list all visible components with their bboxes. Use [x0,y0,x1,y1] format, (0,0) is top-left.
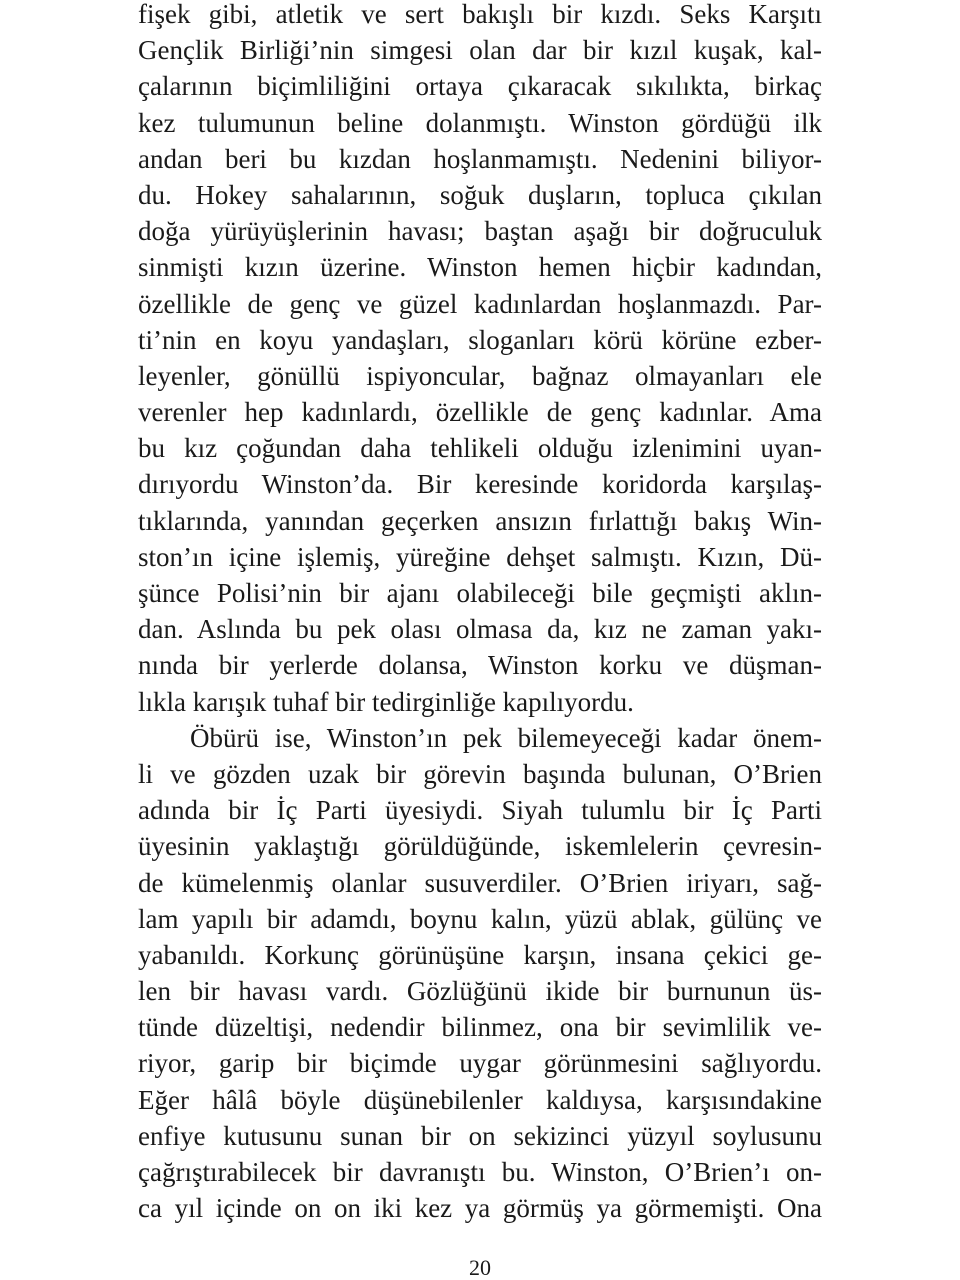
text-line: lam yapılı bir adamdı, boynu kalın, yüzü ablak, gülünç ve [138,903,822,934]
text-line: çalarının biçimliliğini ortaya çıkaracak sıkılıkta, birkaç [138,71,822,102]
text-line: doğa yürüyüşlerinin havası; baştan aşağı bir doğruculuk [138,216,822,247]
text-line: Eğer hâlâ böyle düşünebilenler kaldıysa, karşısındakine [138,1084,822,1115]
text-line: ti’nin en koyu yandaşları, sloganları körü körüne ezber- [138,324,822,355]
paragraph-start-line: Öbürü ise, Winston’ın pek bilemeyeceği kadar önem- [190,722,822,753]
page-number: 20 [469,1255,491,1280]
text-line: ston’ın içine işlemiş, yüreğine dehşet salmıştı. Kızın, Dü- [138,541,822,572]
text-line: de kümelenmiş olanlar susuverdiler. O’Brien iriyarı, sağ- [138,867,822,898]
text-line: çağrıştırabilecek bir davranıştı bu. Winston, O’Brien’ı on- [138,1157,822,1187]
text-line: fişek gibi, atletik ve sert bakışlı bir kızdı. Seks Karşıtı [138,0,822,29]
text-line: leyenler, gönüllü ispiyoncular, bağnaz olmayanları ele [138,360,822,391]
text-line: Gençlik Birliği’nin simgesi olan dar bir kızıl kuşak, kal- [138,35,822,66]
text-line: özellikle de genç ve güzel kadınlardan hoşlanmazdı. Par- [138,288,822,319]
text-line: sinmişti kızın üzerine. Winston hemen hiçbir kadından, [138,252,822,283]
text-line: len bir havası vardı. Gözlüğünü ikide bir burnunun üs- [138,976,822,1007]
text-line: tünde düzeltişi, nedendir bilinmez, ona bir sevimlilik ve- [138,1012,822,1043]
text-line: andan beri bu kızdan hoşlanmamıştı. Nedenini biliyor- [138,143,822,174]
text-line: yabanıldı. Korkunç görünüşüne karşın, insana çekici ge- [138,939,822,970]
text-line: kez tulumunun beline dolanmıştı. Winston gördüğü ilk [138,107,822,138]
text-line: dırıyordu Winston’da. Bir keresinde koridorda karşılaş- [138,469,822,500]
text-line: ca yıl içinde on on iki kez ya görmüş ya görmemişti. Ona [138,1193,822,1224]
text-line: nında bir yerlerde dolansa, Winston korku ve düşman- [138,650,822,681]
text-line: du. Hokey sahalarının, soğuk duşların, topluca çıkılan [138,179,822,210]
text-line: şünce Polisi’nin bir ajanı olabileceği bile geçmişti aklın- [138,578,822,608]
text-line: verenler hep kadınlardı, özellikle de genç kadınlar. Ama [138,397,822,428]
text-line: enfiye kutusunu sunan bir on sekizinci yüzyıl soylusunu [138,1120,822,1151]
text-line: dan. Aslında bu pek olası olmasa da, kız ne zaman yakı- [138,614,822,645]
text-line: üyesinin yaklaştığı görüldüğünde, iskemlelerin çevresin- [138,831,822,862]
text-line: adında bir İç Parti üyesiydi. Siyah tulumlu bir İç Parti [138,795,822,826]
text-line: bu kız çoğundan daha tehlikeli olduğu izlenimini uyan- [138,433,822,464]
text-line: riyor, garip bir biçimde uygar görünmesini sağlıyordu. [138,1048,822,1079]
text-line: tıklarında, yanından geçerken ansızın fırlattığı bakış Win- [138,505,822,536]
paragraph-end-line: lıkla karışık tuhaf bir tedirginliğe kapılıyordu. [138,686,634,717]
text-line: li ve gözden uzak bir görevin başında bulunan, O’Brien [138,758,822,789]
body-text [138,0,822,1226]
